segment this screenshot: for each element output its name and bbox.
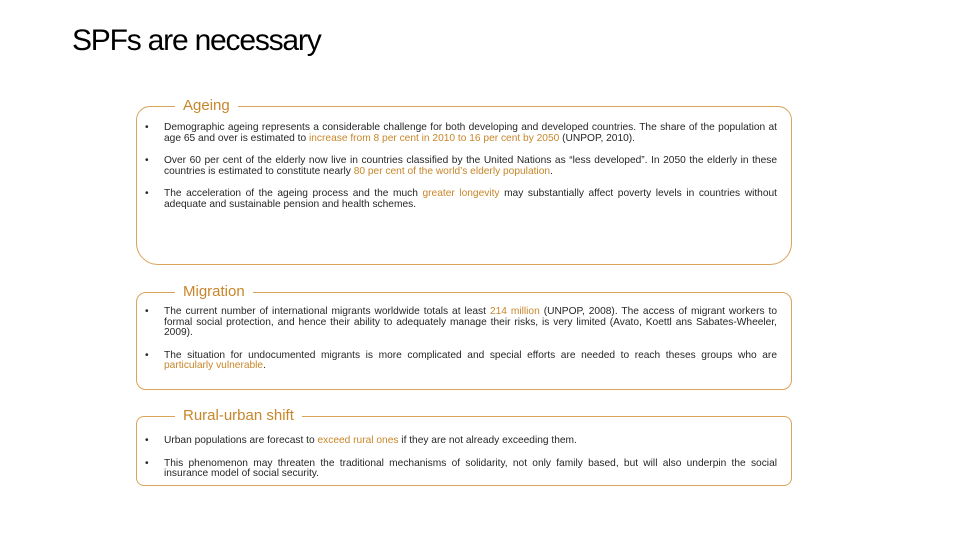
bullet-item (145, 123, 777, 144)
bullet-item (145, 351, 777, 372)
highlight-text: 80 per cent of the world’s elderly population (353, 165, 551, 177)
bullet-dot-icon: • (145, 457, 149, 469)
bullet-item (145, 189, 777, 210)
body-text: if they are not already exceeding them. (398, 435, 577, 446)
bullet-list-migration (145, 307, 777, 372)
bullet-item (145, 436, 777, 447)
highlight-text: greater longevity (422, 188, 500, 200)
bullet-dot-icon: • (145, 155, 149, 167)
bullet-list-rural-urban-shift (145, 436, 777, 480)
bullet-dot-icon: • (145, 122, 149, 133)
section-rural-urban-shift (136, 407, 792, 486)
body-text: (UNPOP, 2008). The access of migrant workers to formal social protection, and hence their ability to adequately manage their risks, is very limited (Avato, Koettl ans Sabates-Wheeler, 2009). (164, 306, 777, 339)
bullet-dot-icon: • (145, 435, 149, 446)
section-migration (136, 283, 792, 390)
page-title: SPFs are necessary (72, 24, 321, 57)
bullet-list-ageing (145, 123, 777, 211)
body-text: Urban populations are forecast to (164, 435, 318, 446)
bullet-item (145, 156, 777, 177)
body-text: The current number of international migrants worldwide totals at least (164, 306, 490, 317)
body-text: This phenomenon may threaten the traditional mechanisms of solidarity, not only family based, but will also underpin the social insurance model of social security. (164, 457, 777, 480)
bullet-dot-icon: • (145, 188, 149, 200)
section-label-rural-urban-shift: Rural-urban shift (175, 405, 302, 427)
body-text: Over 60 per cent of the elderly now live in countries classified by the United Nations as “less developed”. In 2050 the elderly in these countries is estimated to constitute nearly (164, 155, 777, 177)
highlight-text: increase from 8 per cent in 2010 to 16 per cent by 2050 (308, 132, 560, 144)
body-text: The situation for undocumented migrants is more complicated and special efforts are needed to reach theses groups who are (164, 349, 777, 361)
section-label-migration: Migration (175, 281, 253, 303)
bullet-item (145, 459, 777, 480)
bullet-dot-icon: • (145, 306, 149, 317)
highlight-text: 214 million (489, 306, 540, 317)
section-label-ageing: Ageing (175, 95, 238, 117)
body-text: . (550, 165, 553, 177)
bullet-dot-icon: • (145, 349, 149, 361)
body-text: Demographic ageing represents a considerable challenge for both developing and developed countries. The share of the population at age 65 and over is estimated to (164, 122, 777, 144)
body-text: . (263, 360, 266, 372)
body-text: may substantially affect poverty levels in countries without adequate and sustainable pension and health schemes. (164, 188, 777, 210)
highlight-text: particularly vulnerable (164, 360, 264, 372)
body-text: (UNPOP, 2010). (559, 132, 635, 144)
highlight-text: exceed rural ones (317, 435, 399, 446)
section-ageing (136, 97, 792, 265)
body-text: The acceleration of the ageing process and the much (164, 188, 423, 200)
bullet-item (145, 307, 777, 339)
